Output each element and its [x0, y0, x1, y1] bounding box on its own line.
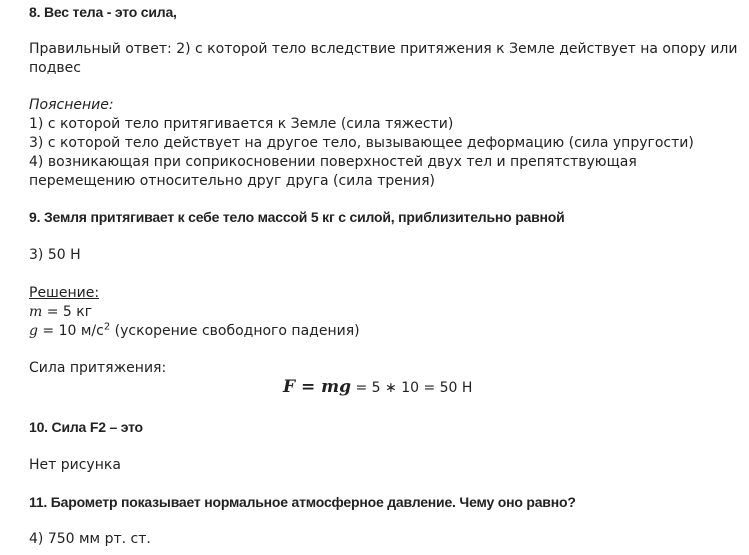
q8-explanation-item-4b: перемещению относительно друг друга (сила трения) [29, 173, 436, 189]
q8-explanation-label: Пояснение: [29, 97, 114, 113]
q10-answer: Нет рисунка [29, 457, 121, 473]
q8-explanation-item-3: 3) с которой тело действует на другое тело, вызывающее деформацию (сила упругости) [29, 135, 694, 151]
gravity-note: (ускорение свободного падения) [110, 323, 360, 339]
gravity-variable: g [29, 323, 38, 339]
q9-mass-line [29, 303, 92, 321]
q9-force-label: Сила притяжения: [29, 360, 167, 376]
formula-calculation: = 5 ∗ 10 = 50 Н [351, 380, 473, 396]
q9-solution-label: Решение: [29, 285, 100, 301]
formula-main: F = mg [283, 377, 352, 397]
q9-heading: 9. Земля притягивает к себе тело массой 5 кг с силой, приблизительно равной [29, 209, 565, 225]
q8-explanation-item-1: 1) с которой тело притягивается к Земле (сила тяжести) [29, 116, 454, 132]
q8-heading: 8. Вес тела - это сила, [29, 4, 177, 20]
q11-answer: 4) 750 мм рт. ст. [29, 531, 151, 547]
q9-gravity-line [29, 322, 360, 340]
q10-heading: 10. Сила F2 – это [29, 419, 143, 435]
q8-explanation-item-4a: 4) возникающая при соприкосновении поверхностей двух тел и препятствующая [29, 154, 637, 170]
mass-value: = 5 кг [42, 304, 93, 320]
q9-force-formula [283, 376, 472, 399]
q8-answer-line1: Правильный ответ: 2) с которой тело вследствие притяжения к Земле действует на опору или [29, 41, 738, 57]
gravity-value: = 10 м/с [37, 323, 104, 339]
q9-answer: 3) 50 Н [29, 247, 81, 263]
gravity-exponent: 2 [103, 321, 111, 333]
q11-heading: 11. Барометр показывает нормальное атмосферное давление. Чему оно равно? [29, 494, 576, 510]
mass-variable: m [29, 304, 43, 320]
q8-answer-line2: подвес [29, 60, 81, 76]
